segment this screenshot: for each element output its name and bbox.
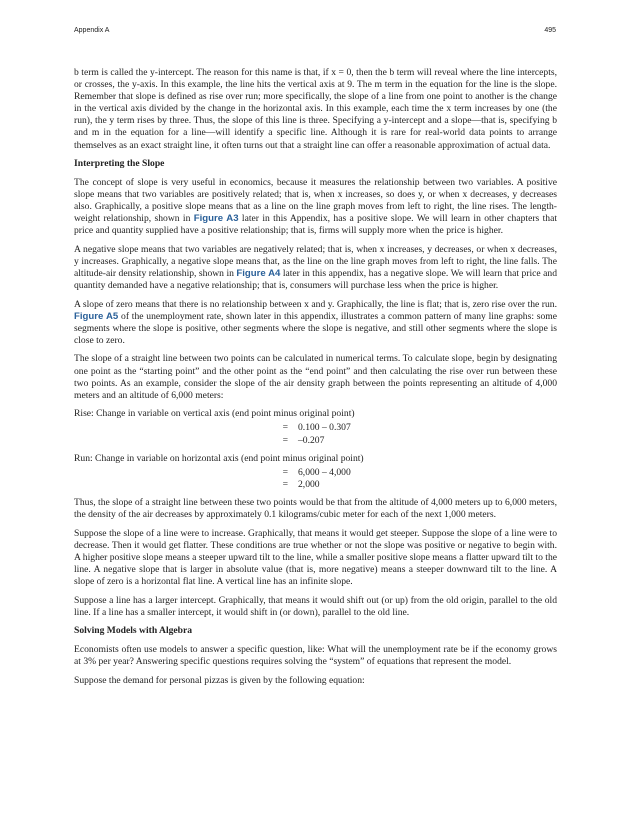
page-number: 495 xyxy=(544,27,556,34)
paragraph-intercept-change: Suppose a line has a larger intercept. Graphically, that means it would shift out (or up) from the old origin, parallel to the old line. If a line has a smaller intercept, it would shift in (or down), parallel to the old line. xyxy=(74,594,557,618)
figure-a3-link[interactable]: Figure A3 xyxy=(193,213,239,225)
equation-line: = 0.100 – 0.307 xyxy=(282,422,351,434)
equation-line: = –0.207 xyxy=(282,434,325,446)
paragraph-zero-slope: A slope of zero means that there is no relationship between x and y. Graphically, the line is flat; that is, zero rise over the run. Figure A5 of the unemployment rate, shown later in this appendix, illustrates a common pattern of many line graphs: some segments where the slope is positive, other segments where the slope is negative, and still other segments where the slope is close to zero. xyxy=(74,298,558,346)
body-text xyxy=(74,67,557,693)
equation-line: = 2,000 xyxy=(282,478,320,490)
rise-equations xyxy=(74,422,557,446)
paragraph-slope-result: Thus, the slope of a straight line between these two points would be that from the altitude of 4,000 meters up to 6,000 meters, the density of the air decreases by approximately 0.1 kilograms/cubic meter for each of the next 1,000 meters. xyxy=(74,496,557,520)
rise-label: Rise: Change in variable on vertical axis (end point minus original point) xyxy=(74,408,355,420)
paragraph-calculate-slope: The slope of a straight line between two points can be calculated in numerical terms. To calculate slope, begin by designating one point as the “starting point” and the other point as the “end point” and then calculating the rise over run between these two points. As an example, consider the slope of the air density graph between the points representing an altitude of 4,000 meters and an altitude of 6,000 meters: xyxy=(74,353,557,401)
figure-a4-link[interactable]: Figure A4 xyxy=(236,267,281,279)
heading-interpreting-slope: Interpreting the Slope xyxy=(74,158,165,170)
paragraph-positive-slope: The concept of slope is very useful in economics, because it measures the relationship between two variables. A positive slope means that two variables are positively related; that is, when x increases, so does y, or when x decreases, y decreases also. Graphically, a positive slope means that as a line on the line graph moves from left to right, the line rises. The length-weight relationship, shown in Figure A3 later in this Appendix, has a positive slope. We will learn in other chapters that price and quantity supplied have a positive relationship; that is, firms will supply more when the price is higher. xyxy=(74,176,557,237)
equation-line: = 6,000 – 4,000 xyxy=(282,466,351,478)
paragraph-models: Economists often use models to answer a specific question, like: What will the unemployment rate be if the economy grows at 3% per year? Answering specific questions requires solving the “system” of equations that represent the model. xyxy=(74,643,557,667)
paragraph-intercept: b term is called the y-intercept. The reason for this name is that, if x = 0, then the b term will reveal where the line intercepts, or crosses, the y-axis. In this example, the line hits the vertical axis at 9. The m term in the equation for the line is the slope. Remember that slope is defined as rise over run; more specifically, the slope of a line from one point to another is the change in the vertical axis divided by the change in the horizontal axis. In this example, each time the x term increases by one (the run), the y term rises by three. Thus, the slope of this line is three. Specifying a y-intercept and a slope—that is, specifying b and m in the equation for a line—will identify a specific line. Although it is rare for real-world data points to arrange themselves as an exact straight line, it often turns out that a straight line can offer a reasonable approximation of actual data. xyxy=(74,67,557,151)
paragraph-pizza-demand: Suppose the demand for personal pizzas is given by the following equation: xyxy=(74,674,365,686)
run-equations xyxy=(74,467,557,491)
paragraph-slope-change: Suppose the slope of a line were to increase. Graphically, that means it would get steeper. Suppose the slope of a line were to decrease. Then it would get flatter. These conditions are true whether or not the slope was positive or negative to begin with. A higher positive slope means a steeper upward tilt to the line, while a smaller positive slope means a flatter upward tilt to the line. A negative slope that is larger in absolute value (that is, more negative) means a steeper downward tilt to the line. A slope of zero is a horizontal flat line. A vertical line has an infinite slope. xyxy=(74,527,557,587)
run-label: Run: Change in variable on horizontal axis (end point minus original point) xyxy=(74,452,364,464)
running-header: Appendix A xyxy=(74,27,110,34)
heading-solving-models: Solving Models with Algebra xyxy=(74,625,193,637)
figure-a5-link[interactable]: Figure A5 xyxy=(74,310,119,322)
paragraph-negative-slope: A negative slope means that two variables are negatively related; that is, when x increases, y decreases, or when x decreases, y increases. Graphically, a negative slope means that, as the line on the line graph moves from left to right, the line falls. The altitude-air density relationship, shown in Figure A4 later in this appendix, has a negative slope. We will learn that price and quantity demanded have a negative relationship; that is, consumers will purchase less when the price is higher. xyxy=(74,243,558,291)
